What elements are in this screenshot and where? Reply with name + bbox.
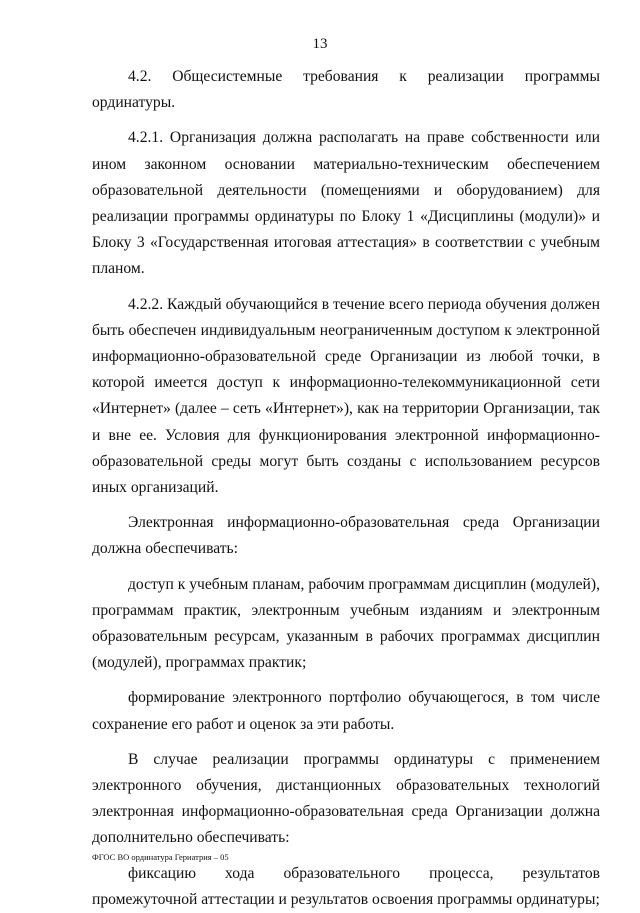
paragraph-4-2-1: 4.2.1. Организация должна располагать на праве собственности или ином законном основании материально-техническим обеспечением образовательной деятельности (помещениями и оборудованием) для реализации программы ординатуры по Блоку 1 «Дисциплины (модули)» и Блоку 3 «Государственная итоговая аттестация» в соответствии с учебным планом. — [92, 129, 600, 278]
paragraph-access-to-plans: доступ к учебным планам, рабочим программам дисциплин (модулей), программам практик, электронным учебным изданиям и электронным образовательным ресурсам, указанным в рабочих программах дисциплин (модулей), программах практик; — [92, 575, 600, 672]
footer-document-code: ФГОС ВО ординатура Гериатрия – 05 — [92, 852, 229, 862]
paragraph-distance-learning: В случае реализации программы ординатуры с применением электронного обучения, дистанционных образовательных технологий электронная информационно-образовательная среда Организации должна дополнительно обеспечивать: — [92, 750, 600, 847]
paragraph-fixation: фиксацию хода образовательного процесса, результатов промежуточной аттестации и результатов освоения программы ординатуры; — [92, 864, 600, 908]
page-number: 13 — [312, 36, 328, 52]
paragraph-4-2: 4.2. Общесистемные требования к реализации программы ординатуры. — [92, 68, 600, 112]
paragraph-eios-requirements: Электронная информационно-образовательная среда Организации должна обеспечивать: — [92, 514, 600, 558]
document-body — [92, 64, 600, 913]
paragraph-4-2-2: 4.2.2. Каждый обучающийся в течение всего периода обучения должен быть обеспечен индивидуальным неограниченным доступом к электронной информационно-образовательной среде Организации из любой точки, в которой имеется доступ к информационно-телекоммуникационной сети «Интернет» (далее – сеть «Интернет»), как на территории Организации, так и вне ее. Условия для функционирования электронной информационно-образовательной среды могут быть созданы с использованием ресурсов иных организаций. — [92, 295, 600, 497]
paragraph-portfolio: формирование электронного портфолио обучающегося, в том числе сохранение его работ и оценок за эти работы. — [92, 689, 600, 733]
